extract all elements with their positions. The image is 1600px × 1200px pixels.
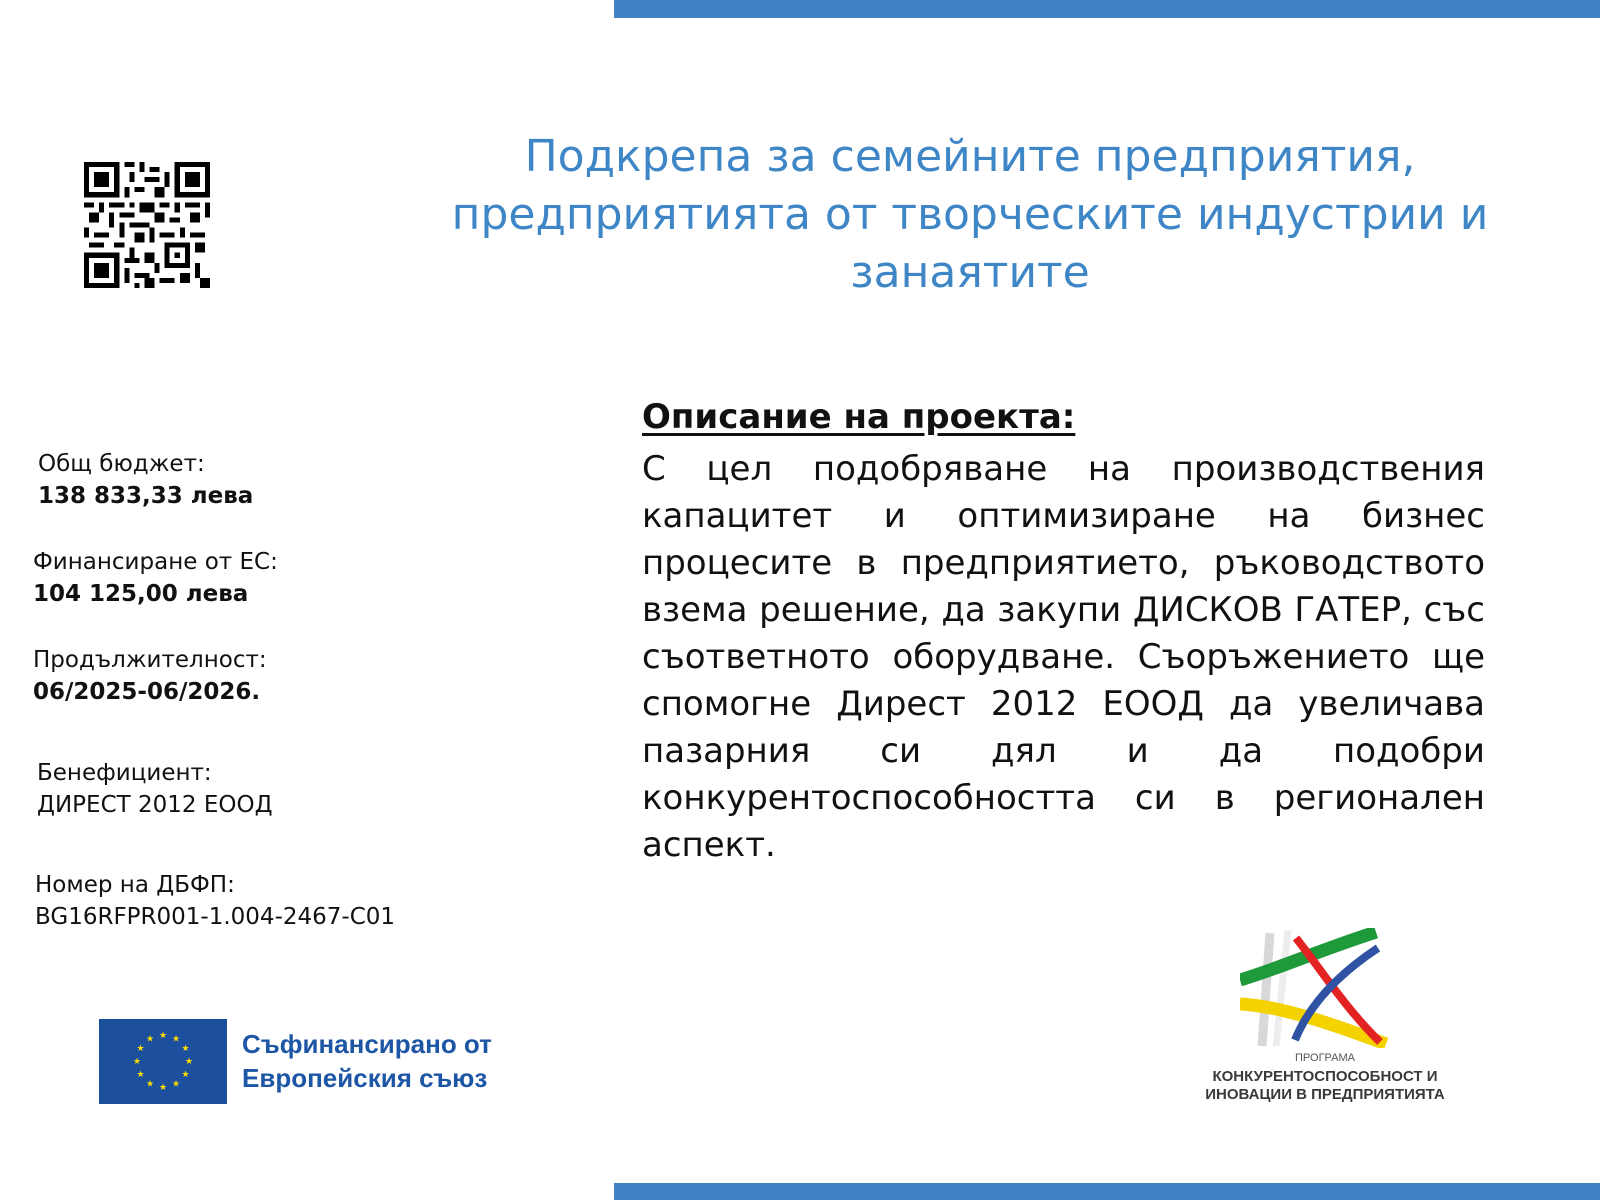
svg-text:★: ★ <box>181 1044 190 1054</box>
programme-name-line1: КОНКУРЕНТОСПОСОБНОСТ И <box>1212 1068 1438 1085</box>
svg-text:★: ★ <box>171 1079 181 1090</box>
svg-text:★: ★ <box>184 1057 194 1067</box>
budget-label: Общ бюджет: <box>38 451 205 477</box>
beneficiary-value: ДИРЕСТ 2012 ЕООД <box>37 792 273 818</box>
programme-name <box>1185 1068 1465 1104</box>
programme-name-line2: ИНОВАЦИИ В ПРЕДПРИЯТИЯТА <box>1205 1086 1445 1103</box>
eu-text-line1: Съфинансирано от <box>242 1029 492 1059</box>
contract-label: Номер на ДБФП: <box>35 872 235 898</box>
duration-block <box>33 644 267 708</box>
project-description <box>642 394 1485 869</box>
eu-cofunded-text <box>242 1027 562 1095</box>
svg-text:★: ★ <box>158 1083 168 1093</box>
qr-code-icon <box>84 162 210 288</box>
top-accent-bar <box>614 0 1600 18</box>
svg-text:★: ★ <box>145 1079 155 1090</box>
description-heading: Описание на проекта: <box>642 397 1076 437</box>
beneficiary-label: Бенефициент: <box>37 760 212 786</box>
eu-funding-label: Финансиране от ЕС: <box>33 549 278 575</box>
programme-logo-icon <box>1240 928 1390 1048</box>
duration-value: 06/2025-06/2026. <box>33 679 261 705</box>
beneficiary-block <box>37 757 273 821</box>
page-title: Подкрепа за семейните предприятия, предприятията от творческите индустрии и занаятите <box>451 131 1489 298</box>
svg-text:★: ★ <box>171 1034 181 1045</box>
svg-text:★: ★ <box>181 1070 190 1080</box>
eu-text-line2: Европейския съюз <box>242 1063 488 1093</box>
eu-funding-value: 104 125,00 лева <box>33 581 249 607</box>
svg-text:★: ★ <box>145 1034 155 1045</box>
budget-block <box>38 448 253 512</box>
svg-text:★: ★ <box>158 1031 168 1041</box>
bottom-accent-bar <box>614 1183 1600 1200</box>
eu-funding-block <box>33 546 278 610</box>
eu-flag-icon <box>99 1019 227 1104</box>
contract-value: BG16RFPR001-1.004-2467-C01 <box>35 904 396 930</box>
budget-value: 138 833,33 лева <box>38 483 254 509</box>
svg-text:★: ★ <box>136 1044 145 1054</box>
programme-label: ПРОГРАМА <box>1295 1052 1355 1064</box>
svg-text:★: ★ <box>136 1070 145 1080</box>
duration-label: Продължителност: <box>33 647 267 673</box>
description-text: С цел подобряване на производствения капацитет и оптимизиране на бизнес процесите в предприятието, ръководството взема решение, да закупи ДИСКОВ ГАТЕР, със съответното оборудване. Съоръжението ще спомогне Дирест 2012 ЕООД да увеличава пазарния си дял и да подобри конкурентоспособността си в регионален аспект. <box>642 449 1485 865</box>
contract-block <box>35 869 395 933</box>
svg-text:★: ★ <box>132 1057 142 1067</box>
